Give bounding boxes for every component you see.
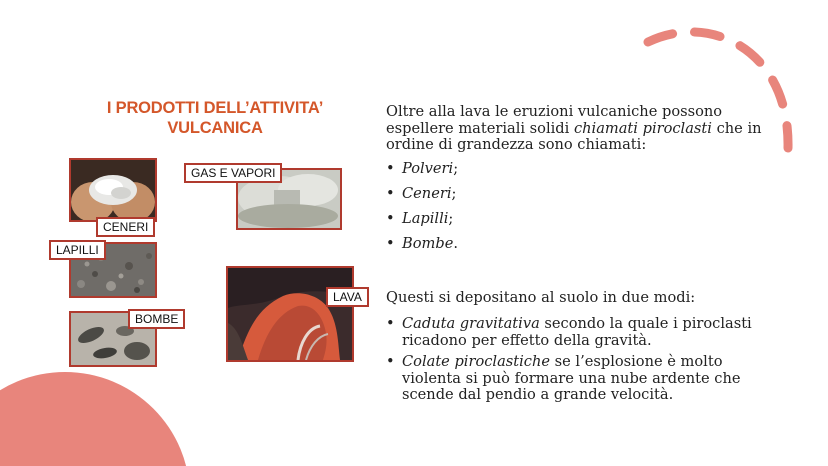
title-line-2: VULCANICA <box>167 119 263 137</box>
list-item: • Caduta gravitativa secondo la quale i piroclasti ricadono per effetto della gravità. <box>386 316 756 349</box>
list-item: • Colate piroclastiche se l’esplosione è molto violenta si può formare una nube ardente che scende dal pendio a grande velocità. <box>386 354 756 404</box>
list-item: • Polveri; <box>386 161 458 178</box>
decorative-circle <box>0 372 190 466</box>
list-item: • Bombe. <box>386 236 458 253</box>
ceneri-label: CENERI <box>96 217 155 237</box>
intro-emphasis: chiamati piroclasti <box>573 119 712 137</box>
intro-paragraph <box>386 104 776 154</box>
ash-in-hands-image <box>71 160 155 220</box>
lapilli-label: LAPILLI <box>49 240 106 260</box>
intro-text-start: Oltre alla lava le eruzioni vulcaniche possono espellere materiali solidi <box>386 103 723 137</box>
lava-label: LAVA <box>326 287 369 307</box>
deposit-modes-list <box>386 316 756 409</box>
intro-text-end: che in ordine di grandezza sono chiamati: <box>386 119 762 153</box>
deposit-intro: Questi si depositano al suolo in due modi: <box>386 289 696 306</box>
bombe-label: BOMBE <box>128 309 185 329</box>
ceneri-photo <box>69 158 157 222</box>
list-item: • Ceneri; <box>386 186 458 203</box>
gas-vapori-label: GAS E VAPORI <box>184 163 282 183</box>
products-list <box>386 161 458 261</box>
slide-title <box>70 98 360 138</box>
title-line-1: I PRODOTTI DELL’ATTIVITA’ <box>106 99 324 117</box>
lava-flow-image <box>228 268 352 360</box>
list-item: • Lapilli; <box>386 211 458 228</box>
lava-photo <box>226 266 354 362</box>
